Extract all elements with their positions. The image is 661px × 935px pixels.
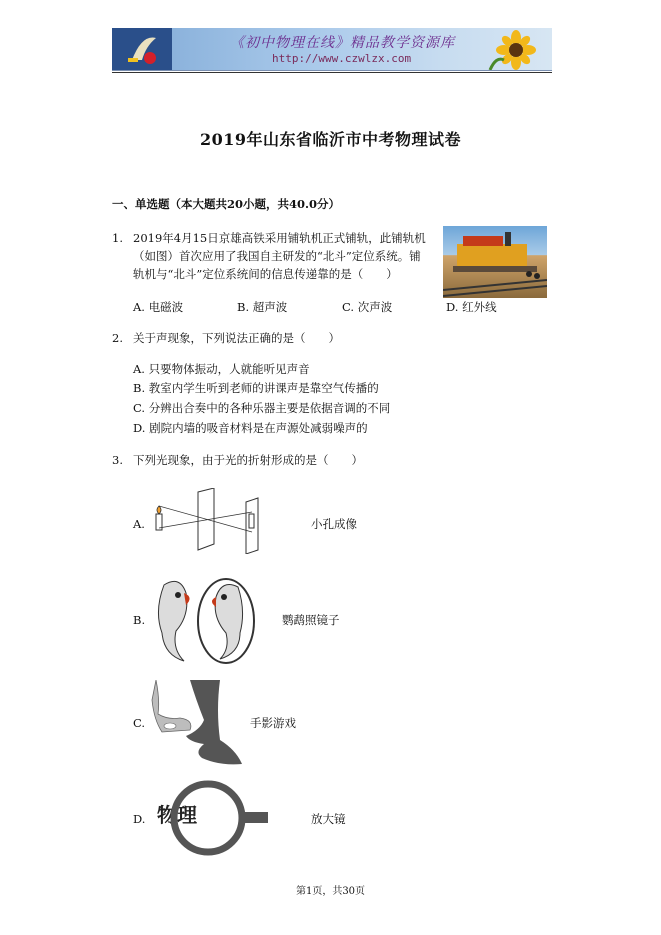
question-2-number: 2. [112,331,123,345]
question-2-option-a[interactable]: A. 只要物体振动，人就能听见声音 [133,362,310,376]
question-3-option-c-caption: 手影游戏 [250,716,296,730]
section-heading: 一、单选题（本大题共20小题，共40.0分） [112,197,341,211]
banner-title: 《初中物理在线》精品教学资源库 [230,35,455,51]
header-banner [112,28,552,71]
question-1-option-b[interactable]: B. 超声波 [237,300,288,314]
question-3-option-b-caption: 鹦鹉照镜子 [282,613,340,627]
site-logo-icon [112,28,172,70]
question-3-number: 3. [112,453,123,467]
question-2-stem: 关于声现象，下列说法正确的是（ ） [133,331,340,345]
magnifier-label-text: 物理 [157,803,197,827]
question-3-option-d-letter[interactable]: D. [133,812,146,826]
question-1-line-1: 2019年4月15日京雄高铁采用铺轨机正式铺轨，此铺轨机 [133,231,426,245]
question-3-option-b-letter[interactable]: B. [133,613,146,627]
sunflower-icon [486,30,546,70]
question-1-option-d[interactable]: D. 红外线 [446,300,497,314]
question-3-option-c-letter[interactable]: C. [133,716,146,730]
track-laying-machine-image [443,226,547,298]
question-2-option-d[interactable]: D. 剧院内墙的吸音材料是在声源处减弱噪声的 [133,421,368,435]
parrot-mirror-illustration [150,575,260,665]
document-title: 2019年山东省临沂市中考物理试卷 [199,130,462,149]
header-divider [112,72,552,73]
hand-shadow-illustration [150,680,245,768]
question-3-option-a-letter[interactable]: A. [133,517,145,531]
question-1-line-2: （如图）首次应用了我国自主研发的“北斗”定位系统。铺 [133,249,421,263]
track-laying-machine-photo [443,226,547,298]
banner-url[interactable]: http://www.czwlzx.com [272,52,412,65]
pinhole-imaging-illustration [150,488,275,554]
question-3-stem: 下列光现象，由于光的折射形成的是（ ） [133,453,363,467]
magnifier-illustration [170,780,270,860]
question-1-line-3: 轨机与“北斗”定位系统间的信息传递靠的是（ ） [133,267,398,281]
question-3-option-a-caption: 小孔成像 [311,517,357,531]
question-3-option-d-caption: 放大镜 [311,812,346,826]
question-2-option-b[interactable]: B. 教室内学生听到老师的讲课声是靠空气传播的 [133,381,379,395]
question-2-option-c[interactable]: C. 分辨出合奏中的各种乐器主要是依据音调的不同 [133,401,391,415]
question-1-option-c[interactable]: C. 次声波 [342,300,393,314]
question-1-number: 1. [112,231,123,245]
page-footer: 第1页，共30页 [295,886,366,897]
question-1-option-a[interactable]: A. 电磁波 [133,300,184,314]
